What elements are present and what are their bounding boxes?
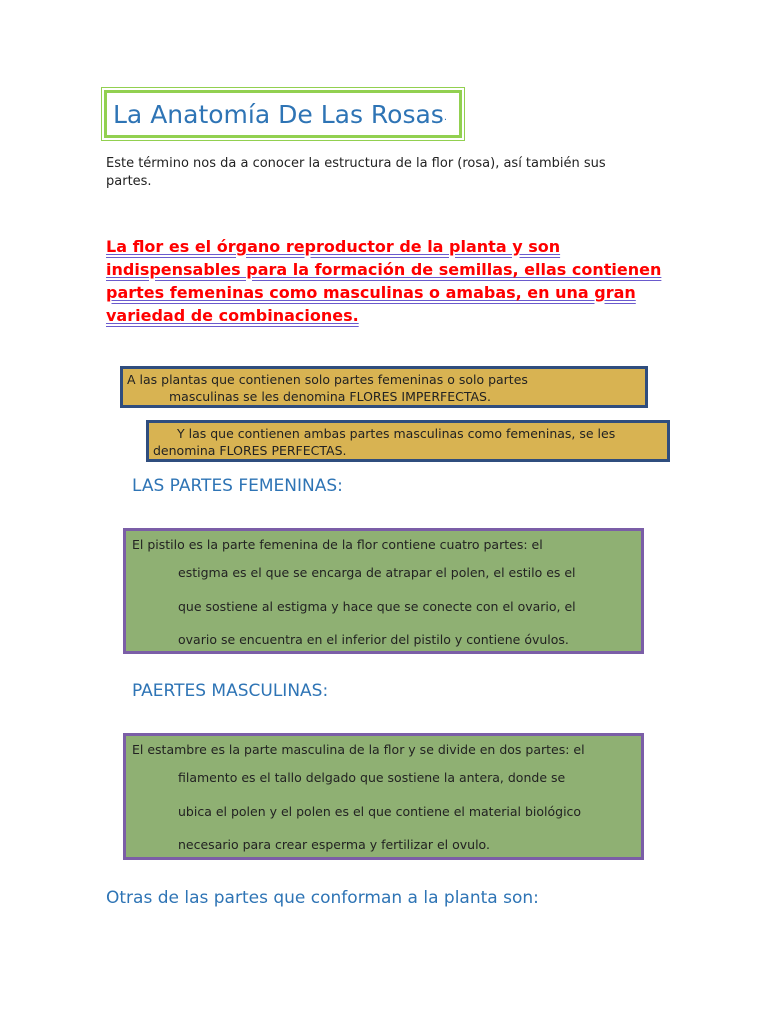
title-period: . xyxy=(443,112,448,123)
box-line: necesario para crear esperma y fertilizar el ovulo. xyxy=(178,837,490,852)
imperfect-flowers-box xyxy=(120,366,648,408)
intro-paragraph xyxy=(106,155,666,191)
box-line: ubica el polen y el polen es el que contiene el material biológico xyxy=(178,803,582,819)
flower-definition-paragraph xyxy=(106,235,666,327)
box-line: ovario se encuentra en el inferior del pistilo y contiene óvulos. xyxy=(178,632,569,647)
box-line: denomina FLORES PERFECTAS. xyxy=(153,443,347,458)
male-parts-box xyxy=(123,733,644,860)
definition-line: La flor es el órgano reproductor de la planta y son xyxy=(106,237,561,256)
definition-line: variedad de combinaciones. xyxy=(106,306,359,325)
box-line: que sostiene al estigma y hace que se conecte con el ovario, el xyxy=(178,598,576,614)
box-line: estigma es el que se encarga de atrapar el polen, el estilo es el xyxy=(178,565,576,580)
definition-line: partes femeninas como masculinas o amabas, en una gran xyxy=(106,283,636,302)
box-line: Y las que contienen ambas partes masculinas como femeninas, se les xyxy=(177,426,616,441)
box-line: A las plantas que contienen solo partes femeninas o solo partes xyxy=(127,372,528,387)
female-parts-box xyxy=(123,528,644,654)
female-parts-heading: LAS PARTES FEMENINAS: xyxy=(132,476,343,496)
definition-line: indispensables para la formación de semillas, ellas contienen xyxy=(106,260,662,279)
title-box xyxy=(104,90,462,138)
intro-line: Este término nos da a conocer la estructura de la flor (rosa), así también sus xyxy=(106,156,606,171)
box-line: El pistilo es la parte femenina de la flor contiene cuatro partes: el xyxy=(132,537,543,552)
male-parts-heading: PAERTES MASCULINAS: xyxy=(132,681,329,701)
intro-line: partes. xyxy=(106,174,152,189)
box-line: masculinas se les denomina FLORES IMPERFECTAS. xyxy=(169,389,491,404)
page-title: La Anatomía De Las Rosas xyxy=(113,99,444,129)
perfect-flowers-box xyxy=(146,420,670,462)
other-parts-heading: Otras de las partes que conforman a la planta son: xyxy=(106,888,539,908)
box-line: El estambre es la parte masculina de la flor y se divide en dos partes: el xyxy=(132,742,585,757)
box-line: filamento es el tallo delgado que sostiene la antera, donde se xyxy=(178,770,566,785)
